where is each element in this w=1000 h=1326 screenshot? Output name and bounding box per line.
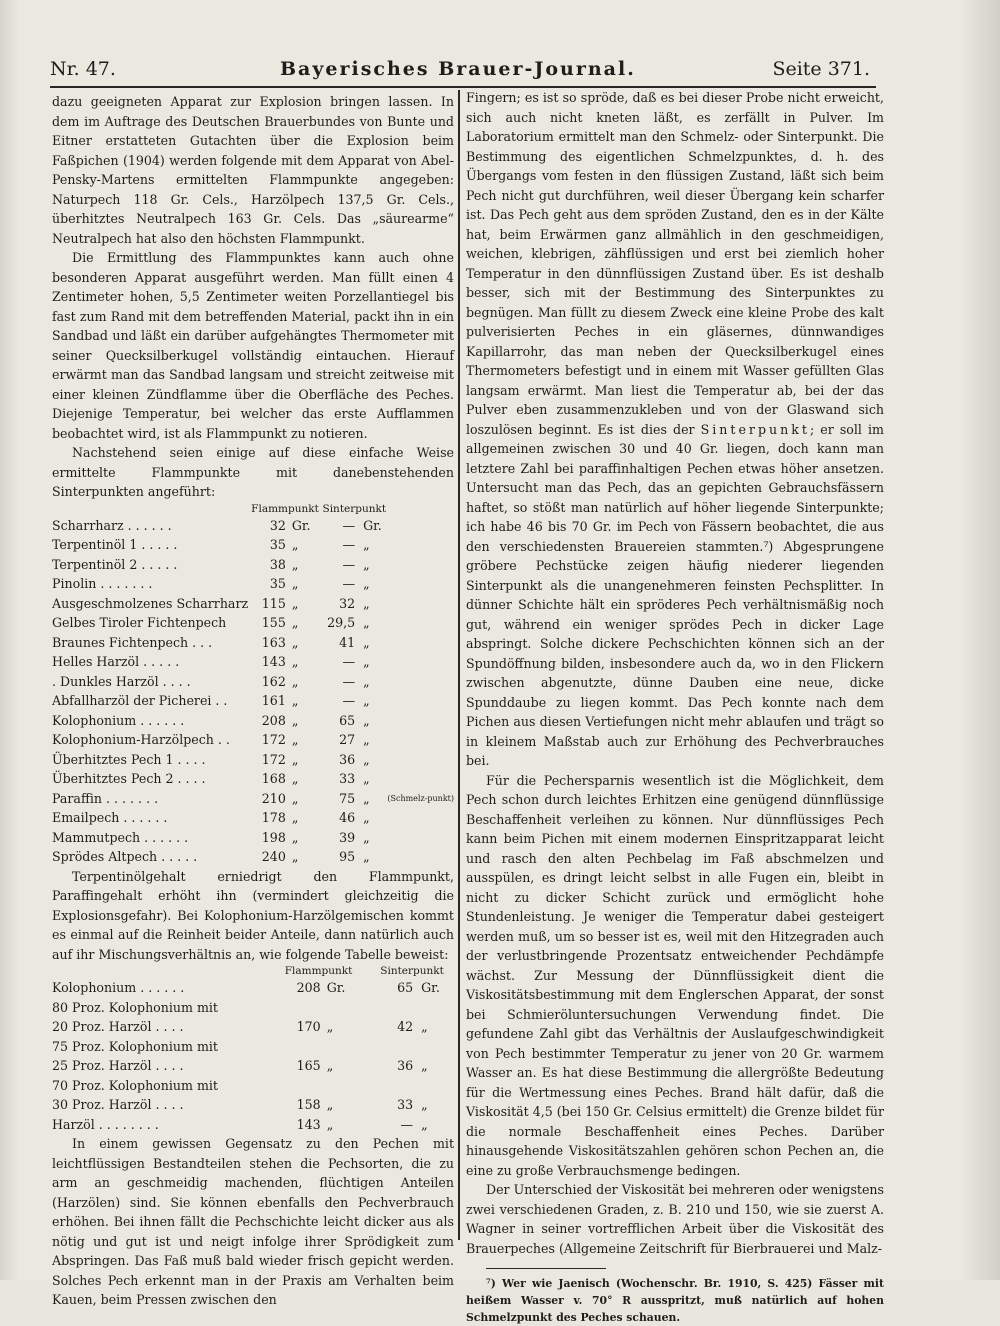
table-row (52, 574, 454, 594)
cell-unit: „ (363, 673, 370, 689)
cell-name: Gelbes Tiroler Fichtenpech (52, 615, 227, 630)
cell-sinterpunkt: 39 (339, 829, 356, 845)
table-header-row (52, 502, 454, 516)
cell-unit: „ (326, 1058, 334, 1073)
column-header-sinterpunkt: Sinterpunkt (380, 965, 444, 977)
cell-name: Abfallharzöl der Picherei . . (52, 693, 228, 708)
column-header-sinterpunkt: Sinterpunkt (322, 502, 387, 515)
issue-number: Nr. 47. (50, 58, 116, 80)
paragraph (466, 88, 884, 771)
cell-note (387, 750, 454, 770)
cell-unit: „ (291, 673, 299, 689)
table-row (52, 1017, 454, 1037)
journal-title: Bayerisches Brauer-Journal. (280, 58, 636, 80)
cell-unit: „ (291, 576, 299, 591)
cell-note (387, 808, 454, 828)
cell-sinterpunkt: 29,5 (327, 615, 356, 630)
cell-unit: „ (291, 810, 299, 825)
cell-unit: „ (363, 751, 370, 767)
cell-flammpunkt: 172 (261, 751, 286, 767)
cell-name: Überhitztes Pech 2 . . . . (52, 771, 206, 786)
table-row (52, 535, 454, 555)
cell-name: Helles Harzöl . . . . . (52, 654, 180, 669)
cell-note (387, 516, 454, 536)
cell-sinterpunkt (370, 1076, 413, 1096)
table-row (52, 750, 454, 770)
cell-sinterpunkt: 33 (397, 1097, 414, 1112)
table-row (52, 594, 454, 614)
table-row (52, 978, 454, 998)
table-row (52, 1115, 454, 1135)
cell-flammpunkt: 143 (261, 654, 286, 669)
table-row (52, 691, 454, 711)
cell-flammpunkt: 168 (261, 771, 286, 786)
cell-sinterpunkt: 41 (339, 634, 356, 650)
cell-unit (321, 1076, 370, 1096)
cell-sinterpunkt: 42 (397, 1019, 414, 1034)
cell-unit: „ (326, 1019, 334, 1034)
cell-sinterpunkt: 36 (397, 1058, 414, 1073)
cell-note (387, 730, 454, 750)
cell-name: . Dunkles Harzöl . . . . (52, 673, 191, 689)
cell-name: Pinolin . . . . . . . (52, 576, 153, 591)
paragraph: Terpentinölgehalt erniedrigt den Flammpunkt, Paraffingehalt erhöht ihn (vermindert gleichzeitig die Explosionsgefahr). Bei Kolophonium-Harzölgemischen kommt es einmal auf die Reinheit beider Anteile, dann natürlich auch auf ihr Mischungsverhältnis an, wie folgende Tabelle beweist: (52, 868, 454, 962)
cell-unit: Gr. (291, 517, 311, 533)
table-row (52, 555, 454, 575)
cell-name: 25 Proz. Harzöl . . . . (52, 1058, 184, 1073)
cell-name: 70 Proz. Kolophonium mit (52, 1077, 218, 1093)
cell-note (387, 652, 454, 672)
text-run: Fingern; es ist so spröde, daß es bei dieser Probe nicht erweicht, sich auch nicht kneten läßt, es zerfällt in Pulver. Im Laboratorium ermittelt man den Schmelz- oder Sinterpunkt. Die Bestimmung des eigentlichen Schmelzpunktes, d. h. des Übergangs vom festen in den flüssigen Zustand, läßt sich beim Pech nicht gut durchführen, weil dieser Übergang kein scharfer ist. Das Pech geht aus dem spröden Zustand, den es in der Kälte hat, beim Erwärmen ganz allmählich in den geschmeidigen, weichen, klebrigen, zähflüssigen und erst bei ziemlich hoher Temperatur in den dünnflüssigen Zustand über. Es ist deshalb besser, sich mit der Bestimmung des Sinterpunktes zu begnügen. Man füllt zu diesem Zweck eine kleine Probe des kalt pulverisierten Peches in ein gläsernes, dünnwandiges Kapillarrohr, das man neben der Quecksilberkugel eines Thermometers befestigt und in einem mit Wasser gefüllten Glas langsam erwärmt. Man liest die Temperatur ab, bei der das Pulver eben zusammenzukleben und von der Glaswand sich loszulösen beginnt. Es ist dies der (466, 90, 884, 437)
cell-flammpunkt: 35 (269, 537, 286, 552)
cell-unit: „ (291, 732, 299, 747)
table-row (52, 613, 454, 633)
cell-name: Harzöl . . . . . . . . (52, 1116, 159, 1132)
cell-sinterpunkt: — (400, 1116, 414, 1132)
flashpoint-table (52, 502, 454, 867)
table-header-row (52, 964, 454, 978)
cell-flammpunkt: 198 (261, 829, 286, 845)
cell-flammpunkt: 170 (296, 1019, 321, 1034)
cell-flammpunkt: 172 (261, 732, 286, 747)
cell-note (387, 555, 454, 575)
cell-unit: „ (326, 1116, 334, 1132)
cell-unit: „ (291, 615, 299, 630)
cell-unit: „ (291, 849, 299, 864)
paragraph: dazu geeigneten Apparat zur Explosion bringen lassen. In dem im Auftrage des Deutschen Brauerbundes von Bunte und Eitner erstatteten Gutachten über die Explosion beim Faßpichen (1904) werden folgende mit dem Apparat von Abel-Pensky-Martens ermittelten Flammpunkte angegeben: Naturpech 118 Gr. Cels., Harzölpech 137,5 Gr. Cels., überhitztes Neutralpech 163 Gr. Cels. Das „säurearme“ Neutralpech hat also den höchsten Flammpunkt. (52, 94, 454, 246)
cell-unit: „ (291, 790, 299, 806)
cell-flammpunkt: 162 (261, 673, 286, 689)
cell-unit: „ (363, 771, 370, 786)
cell-note (387, 711, 454, 731)
cell-unit: „ (291, 829, 299, 845)
page-header (50, 58, 870, 86)
cell-sinterpunkt: — (342, 576, 356, 591)
cell-sinterpunkt: — (342, 693, 356, 708)
cell-name: Sprödes Altpech . . . . . (52, 849, 198, 864)
cell-unit: „ (363, 634, 370, 650)
cell-unit: Gr. (326, 980, 346, 995)
cell-flammpunkt: 163 (261, 634, 286, 650)
cell-name: 20 Proz. Harzöl . . . . (52, 1019, 184, 1034)
table-row (52, 1076, 454, 1096)
paragraph: Nachstehend seien einige auf diese einfache Weise ermittelte Flammpunkte mit danebenstehenden Sinterpunkten angeführt: (52, 445, 454, 499)
cell-flammpunkt (267, 1076, 321, 1096)
cell-sinterpunkt: — (342, 673, 356, 689)
footnote-rule (486, 1268, 606, 1269)
table-row (52, 711, 454, 731)
footnote: ⁷) Wer wie Jaenisch (Wochenschr. Br. 1910, S. 425) Fässer mit heißem Wasser v. 70° R ausspritzt, muß natürlich auf hohen Schmelzpunkt des Peches schauen. (466, 1277, 884, 1324)
cell-sinterpunkt: 95 (339, 849, 356, 864)
page-number: Seite 371. (772, 58, 870, 80)
cell-note: (Schmelz-punkt) (387, 793, 454, 803)
cell-unit: „ (363, 556, 370, 572)
cell-unit: „ (291, 537, 299, 552)
cell-name: Kolophonium-Harzölpech . . (52, 732, 230, 747)
cell-flammpunkt: 210 (261, 790, 286, 806)
cell-unit: „ (291, 693, 299, 708)
cell-flammpunkt: 38 (269, 556, 286, 572)
cell-flammpunkt: 155 (261, 615, 286, 630)
cell-note (387, 691, 454, 711)
cell-sinterpunkt (370, 998, 413, 1018)
cell-unit (321, 1037, 370, 1057)
emphasis-sinterpunkt: Sinterpunkt (700, 421, 810, 437)
cell-unit: „ (421, 1058, 428, 1073)
cell-unit (413, 1076, 454, 1096)
cell-note (387, 828, 454, 848)
paragraph: Der Unterschied der Viskosität bei mehreren oder wenigstens zwei verschiedenen Graden, z. B. 210 und 150, wie sie zuerst A. Wagner in seiner vortrefflichen Arbeit über die Viskosität des Brauerpeches (Allgemeine Zeitschrift für Bierbrauerei und Malz- (466, 1182, 884, 1256)
cell-unit (413, 1037, 454, 1057)
cell-unit (321, 998, 370, 1018)
cell-unit: „ (363, 537, 370, 552)
cell-flammpunkt: 35 (269, 576, 286, 591)
cell-note (387, 613, 454, 633)
cell-flammpunkt: 161 (261, 693, 286, 708)
cell-unit: Gr. (363, 517, 382, 533)
table-row (52, 516, 454, 536)
mixture-table (52, 964, 454, 1134)
cell-unit: Gr. (421, 980, 440, 995)
table-row (52, 652, 454, 672)
cell-name: Terpentinöl 1 . . . . . (52, 537, 178, 552)
cell-unit: „ (326, 1097, 334, 1112)
table-row (52, 789, 454, 809)
column-divider (458, 90, 460, 1240)
paragraph: Die Ermittlung des Flammpunktes kann auch ohne besonderen Apparat ausgeführt werden. Man füllt einen 4 Zentimeter hohen, 5,5 Zentimeter weiten Porzellantiegel bis fast zum Rand mit dem betreffenden Material, packt ihn in ein Sandbad und läßt ein darüber aufgehängtes Thermometer mit seiner Quecksilberkugel vollständig eintauchen. Hierauf erwärmt man das Sandbad langsam und streicht zeitweise mit einer kleinen Zündflamme über die Oberfläche des Peches. Diejenige Temperatur, bei welcher das erste Aufflammen beobachtet wird, ist als Flammpunkt zu notieren. (52, 250, 454, 441)
left-column (52, 92, 454, 1310)
cell-note (387, 594, 454, 614)
cell-unit (413, 998, 454, 1018)
cell-sinterpunkt: 65 (339, 712, 356, 728)
table-row (52, 808, 454, 828)
cell-unit: „ (363, 576, 370, 591)
cell-sinterpunkt: 33 (339, 771, 356, 786)
text-run: ; er soll im allgemeinen zwischen 30 und 40 Gr. liegen, doch kann man letztere Zahl bei paraffinhaltigen Pechen etwas höher ansetzen. Untersucht man das Pech, das an gepichten Gebrauchsfässern haftet, so stößt man natürlich auf höher liegende Sinterpunkte; ich habe 46 bis 70 Gr. im Pech von Fässern beobachtet, die aus den verschiedensten Brauereien stammten.⁷) Abgesprungene gröbere Pechstücke zeigen häufig niederer liegenden Sinterpunkt als die unangenehmeren feinsten Pechsplitter. In dünner Schichte hält ein spröderes Pech verhältnismäßig noch gut, während ein weniger sprödes Pech in dicker Lage abspringt. Solche dickere Pechschichten können sich an der Spundöffnung bilden, insbesondere auch da, wo in den Flickern zwischen abgenutzte, dünne Dauben eine neue, dicke Spunddaube zu liegen kommt. Das Pech konnte nach dem Pichen aus diesen Vertiefungen nicht mehr ablaufen und trägt so in kleinem Maßstab auch zur Erhöhung des Pechverbrauches bei. (466, 421, 884, 768)
table-row (52, 1037, 454, 1057)
cell-unit: „ (363, 615, 370, 630)
cell-unit: „ (291, 771, 299, 786)
table-row (52, 847, 454, 867)
paragraph: In einem gewissen Gegensatz zu den Pechen mit leichtflüssigen Bestandteilen stehen die Pechsorten, die zu arm an geschmeidig machenden, flüchtigen Anteilen (Harzölen) sind. Sie können ebenfalls den Pechverbrauch erhöhen. Bei ihnen fällt die Pechschichte leicht dicker aus als nötig und gut ist und neigt infolge ihrer Sprödigkeit zum Abspringen. Das Faß muß bald wieder frisch gepicht werden. Solches Pech erkennt man in der Praxis am Verhalten beim Kauen, beim Pressen zwischen den (52, 1136, 454, 1307)
cell-flammpunkt: 240 (261, 849, 286, 864)
column-header-flammpunkt: Flammpunkt (284, 965, 353, 977)
cell-sinterpunkt: 27 (339, 732, 356, 747)
cell-flammpunkt: 158 (296, 1097, 321, 1112)
cell-name: Scharrharz . . . . . . (52, 517, 172, 533)
cell-name: 30 Proz. Harzöl . . . . (52, 1097, 184, 1112)
paragraph: Für die Pechersparnis wesentlich ist die Möglichkeit, dem Pech schon durch leichtes Erhitzen eine genügend dünnflüssige Beschaffenheit verleihen zu können. Nur dünnflüssiges Pech kann beim Pichen mit einem modernen Einspritzapparat leicht und rasch den alten Pechbelag im Faß abschmelzen und ausspülen, es dringt leicht selbst in alle Fugen ein, bleibt in nicht zu dicker Schicht zurück und ermöglicht hohe Stundenleistung. Je weniger die Temperatur dabei gesteigert werden muß, um so besser ist es, weil mit den Hitzegraden auch der verlustbringende Prozentsatz entweichender Pechdämpfe wächst. Zur Messung der Dünnflüssigkeit dient die Viskositätsbestimmung mit dem Englerschen Apparat, der sonst bei Schmieröluntersuchungen Verwendung findet. Die gefundene Zahl gibt das Verhältnis der Auslaufgeschwindigkeit von Pech bestimmter Temperatur zu jener von 20 Gr. warmem Wasser an. Es hat diese Bestimmung die allergrößte Bedeutung für die Wertmessung eines Peches. Brand hält dafür, daß die Viskosität 4,5 (bei 150 Gr. Celsius ermittelt) die Grenze bildet für die normale Beschaffenheit eines Peches. Darüber hinausgehende Viskositätszahlen gehören schon Pechen an, die eine zu große Verbrauchsmenge bedingen. (466, 772, 884, 1178)
cell-name: Kolophonium . . . . . . (52, 712, 185, 728)
cell-unit: „ (421, 1116, 428, 1132)
cell-name: Überhitztes Pech 1 . . . . (52, 751, 206, 767)
cell-name: Ausgeschmolzenes Scharrharz (52, 595, 249, 611)
cell-unit: „ (291, 556, 299, 572)
cell-sinterpunkt: 46 (339, 810, 356, 825)
cell-sinterpunkt: 75 (339, 790, 356, 806)
table-row (52, 633, 454, 653)
cell-name: Emailpech . . . . . . (52, 810, 168, 825)
cell-unit: „ (363, 693, 370, 708)
cell-unit: „ (291, 634, 299, 650)
cell-unit: „ (291, 751, 299, 767)
table-row (52, 1095, 454, 1115)
table-row (52, 998, 454, 1018)
cell-unit: „ (363, 712, 370, 728)
table-row (52, 672, 454, 692)
cell-unit: „ (291, 654, 299, 669)
cell-unit: „ (291, 595, 299, 611)
cell-sinterpunkt: 36 (339, 751, 356, 767)
cell-unit: „ (363, 849, 370, 864)
table-row (52, 769, 454, 789)
cell-flammpunkt: 115 (261, 595, 286, 611)
cell-flammpunkt: 32 (269, 517, 286, 533)
cell-flammpunkt: 178 (261, 810, 286, 825)
cell-note (387, 769, 454, 789)
cell-sinterpunkt: — (342, 517, 356, 533)
cell-unit: „ (363, 595, 370, 611)
cell-unit: „ (421, 1019, 428, 1034)
cell-sinterpunkt: — (342, 556, 356, 572)
cell-name: Terpentinöl 2 . . . . . (52, 556, 178, 572)
cell-name: Paraffin . . . . . . . (52, 790, 159, 806)
cell-unit: „ (363, 654, 370, 669)
cell-flammpunkt: 208 (296, 980, 321, 995)
cell-unit: „ (421, 1097, 428, 1112)
cell-sinterpunkt (370, 1037, 413, 1057)
cell-note (387, 672, 454, 692)
cell-flammpunkt: 208 (261, 712, 286, 728)
cell-sinterpunkt: — (342, 654, 356, 669)
cell-flammpunkt (267, 998, 321, 1018)
table-row (52, 1056, 454, 1076)
cell-name: 75 Proz. Kolophonium mit (52, 1038, 218, 1054)
cell-flammpunkt: 143 (296, 1116, 321, 1132)
cell-flammpunkt (267, 1037, 321, 1057)
cell-flammpunkt: 165 (296, 1058, 321, 1073)
cell-name: Kolophonium . . . . . . (52, 980, 185, 995)
cell-unit: „ (291, 712, 299, 728)
cell-name: 80 Proz. Kolophonium mit (52, 999, 218, 1015)
cell-unit: „ (363, 810, 370, 825)
cell-note (387, 633, 454, 653)
right-column (466, 88, 884, 1326)
cell-note (387, 847, 454, 867)
cell-unit: „ (363, 829, 370, 845)
table-row (52, 828, 454, 848)
cell-unit: „ (363, 790, 370, 806)
cell-sinterpunkt: — (342, 537, 356, 552)
cell-name: Mammutpech . . . . . . (52, 829, 189, 845)
cell-sinterpunkt: 65 (397, 980, 414, 995)
cell-name: Braunes Fichtenpech . . . (52, 634, 213, 650)
cell-note (387, 574, 454, 594)
cell-sinterpunkt: 32 (339, 595, 356, 611)
column-header-flammpunkt: Flammpunkt (251, 502, 319, 515)
cell-unit: „ (363, 732, 370, 747)
cell-note (387, 535, 454, 555)
table-row (52, 730, 454, 750)
